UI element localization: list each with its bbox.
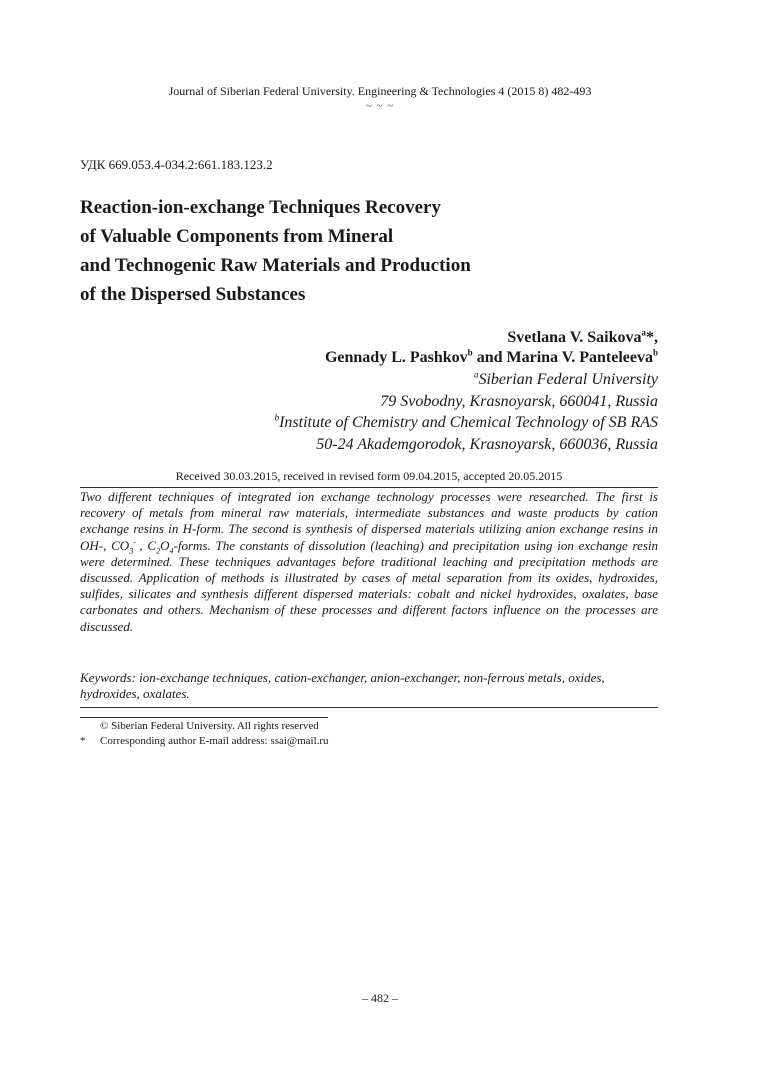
affil-sup: b [274,412,280,423]
author-name: Gennady L. Pashkov [324,349,468,366]
corresponding-footnote [80,735,329,747]
title-line: of Valuable Components from Mineral [80,226,394,247]
journal-header: Journal of Siberian Federal University. Engineering & Technologies 4 (2015 8) 482-493 [168,84,592,98]
corresponding-email: Corresponding author E-mail address: ssai@mail.ru [100,735,329,747]
abstract-text: -forms. The constants of dissolution (leaching) and precipitation using ion exchange resin were determined. These techniques advantages before traditional leaching and precipitation methods are discussed. Application of methods is illustrated by cases of metal separation from its oxides, hydroxides, sulfides, silicates and synthesis different dispersed materials: cobalt and nickel hydroxides, oxalates, base carbonates and others. Mechanism of these processes and different factors influence on the processes are discussed. [80,537,659,634]
charge: - [133,537,140,547]
page-number: – 482 – [362,991,398,1005]
abstract-text: Two different techniques of integrated ion exchange technology processes were researched. The first is recovery of metals from mineral raw materials, intermediate substances and waste products by cation exchange resins in H-form. The second is synthesis of dispersed materials utilizing anion exchange resins in OH-, CO [80,489,658,553]
author-name: Marina V. Panteleeva [506,349,653,366]
abstract-text: , C [139,537,157,553]
author-line-1 [325,328,658,348]
affil-name: Siberian Federal University [478,371,658,388]
affiliations [275,369,658,455]
abstract-top-rule [80,487,658,488]
subscript: 4 [169,546,174,556]
subscript: 3 [129,546,134,556]
author-line-2 [325,348,658,368]
title-line: and Technogenic Raw Materials and Production [80,255,471,276]
author-affil-sup: b [652,347,658,358]
affil-sup: a [473,369,479,380]
affil-name: Institute of Chemistry and Chemical Technology of SB RAS [279,414,658,431]
paper-title [80,193,620,309]
author-separator: , [654,329,658,346]
affiliation-b [275,412,658,434]
footnote-star: * [80,735,86,747]
author-affil-sup: b [467,347,473,358]
author-list [325,328,658,368]
corresponding-mark: * [646,329,654,346]
title-line: Reaction-ion-exchange Techniques Recovery [80,197,441,218]
subscript: 2 [156,546,161,556]
keywords: Keywords: ion-exchange techniques, cation-exchanger, anion-exchanger, non-ferrous metals, oxides, hydroxides, oxalates. [80,670,605,702]
author-joiner: and [472,349,507,366]
affiliation-a-address: 79 Svobodny, Krasnoyarsk, 660041, Russia [380,392,658,410]
abstract-bottom-rule [80,707,658,708]
affiliation-b-address: 50-24 Akademgorodok, Krasnoyarsk, 660036, Russia [316,435,658,453]
footnote-rule [80,717,328,718]
header-separator: ~ ~ ~ [365,100,395,112]
author-affil-sup: a [641,327,646,338]
title-line: of the Dispersed Substances [80,284,306,305]
udk-code: УДК 669.053.4-034.2:661.183.123.2 [80,157,273,172]
copyright-footnote: © Siberian Federal University. All rights reserved [100,720,319,732]
received-dates: Received 30.03.2015, received in revised form 09.04.2015, accepted 20.05.2015 [175,469,563,483]
author-name: Svetlana V. Saikova [507,329,642,346]
abstract [80,489,658,635]
abstract-text: O [160,537,170,553]
affiliation-a [275,369,658,391]
